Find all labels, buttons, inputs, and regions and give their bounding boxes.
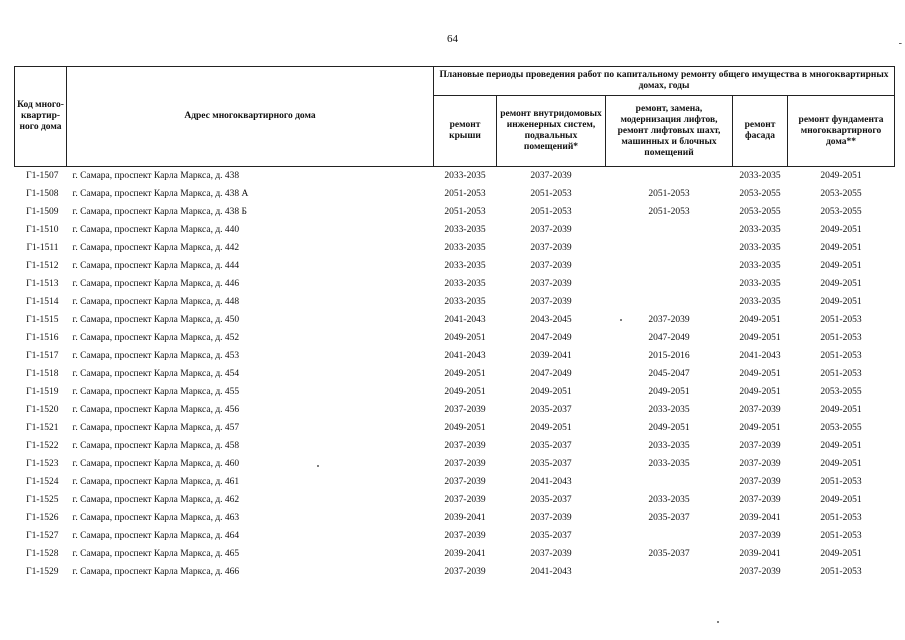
row-address: г. Самара, проспект Карла Маркса, д. 462 (72, 495, 240, 505)
table-body (15, 167, 895, 582)
row-code: Г1-1522 (26, 441, 59, 451)
table-row (15, 563, 895, 581)
row-elevators-period: 2037-2039 (648, 315, 690, 325)
row-code: Г1-1518 (26, 369, 59, 379)
row-address: г. Самара, проспект Карла Маркса, д. 455 (72, 387, 240, 397)
row-code: Г1-1520 (26, 405, 59, 415)
row-roof-period: 2037-2039 (444, 531, 486, 541)
row-elevators-period: 2049-2051 (648, 423, 690, 433)
row-roof-period: 2033-2035 (444, 225, 486, 235)
row-systems-period: 2037-2039 (530, 243, 572, 253)
row-code: Г1-1513 (26, 279, 59, 289)
row-systems-period: 2047-2049 (530, 369, 572, 379)
row-roof-period: 2039-2041 (444, 549, 486, 559)
row-roof-period: 2049-2051 (444, 423, 486, 433)
row-code: Г1-1507 (15, 167, 67, 186)
row-systems-period: 2049-2051 (530, 387, 572, 397)
row-foundation-period: 2049-2051 (820, 459, 862, 469)
row-facade-period: 2053-2055 (739, 189, 781, 199)
table-row (15, 167, 895, 186)
row-facade-period: 2033-2035 (739, 261, 781, 271)
row-address: г. Самара, проспект Карла Маркса, д. 464 (72, 531, 240, 541)
row-foundation-period: 2051-2053 (820, 315, 862, 325)
row-elevators-period: 2045-2047 (648, 369, 690, 379)
header-code: Код много-квартир-ного дома (15, 67, 67, 167)
table-row (15, 257, 895, 275)
row-elevators-period: 2015-2016 (648, 351, 690, 361)
row-address: г. Самара, проспект Карла Маркса, д. 438 А (72, 189, 249, 199)
row-elevators-period (606, 563, 733, 581)
page-number: 64 (447, 33, 458, 45)
row-code: Г1-1514 (26, 297, 59, 307)
row-foundation-period: 2053-2055 (820, 423, 862, 433)
row-roof-period: 2037-2039 (444, 441, 486, 451)
row-address: г. Самара, проспект Карла Маркса, д. 463 (72, 513, 240, 523)
row-facade-period: 2049-2051 (739, 369, 781, 379)
row-address: г. Самара, проспект Карла Маркса, д. 444 (72, 261, 240, 271)
header-facade: ремонт фасада (733, 96, 788, 167)
row-code: Г1-1524 (26, 477, 59, 487)
row-roof-period: 2033-2035 (434, 167, 497, 186)
row-systems-period: 2051-2053 (530, 189, 572, 199)
row-elevators-period: 2033-2035 (648, 405, 690, 415)
row-elevators-period: 2049-2051 (648, 387, 690, 397)
row-address: г. Самара, проспект Карла Маркса, д. 457 (72, 423, 240, 433)
row-foundation-period: 2051-2053 (820, 513, 862, 523)
row-code: Г1-1529 (26, 567, 59, 577)
row-address: г. Самара, проспект Карла Маркса, д. 461 (72, 477, 240, 487)
row-code: Г1-1508 (26, 189, 59, 199)
row-foundation-period: 2049-2051 (820, 441, 862, 451)
row-roof-period: 2049-2051 (444, 369, 486, 379)
header-planned-periods: Плановые периоды проведения работ по капитальному ремонту общего имущества в многоквартирных домах, годы (434, 67, 895, 96)
row-facade-period: 2037-2039 (739, 531, 781, 541)
row-elevators-period (606, 221, 733, 239)
row-roof-period: 2033-2035 (444, 297, 486, 307)
table-row (15, 311, 895, 329)
header-systems: ремонт внутридомовых инженерных систем, подвальных помещений* (497, 96, 606, 167)
row-address: г. Самара, проспект Карла Маркса, д. 446 (72, 279, 240, 289)
row-foundation-period: 2049-2051 (788, 167, 895, 186)
table-row (15, 455, 895, 473)
corner-mark: - (898, 38, 902, 49)
row-address: г. Самара, проспект Карла Маркса, д. 458 (72, 441, 240, 451)
row-address: г. Самара, проспект Карла Маркса, д. 440 (72, 225, 240, 235)
table-row (15, 473, 895, 491)
row-foundation-period: 2049-2051 (820, 261, 862, 271)
row-foundation-period: 2053-2055 (820, 387, 862, 397)
row-roof-period: 2041-2043 (444, 315, 486, 325)
table-row (15, 329, 895, 347)
table-row (15, 185, 895, 203)
row-systems-period: 2037-2039 (530, 279, 572, 289)
row-systems-period: 2043-2045 (530, 315, 572, 325)
row-elevators-period (606, 527, 733, 545)
row-foundation-period: 2051-2053 (820, 369, 862, 379)
header-foundation: ремонт фундамента многоквартирного дома** (788, 96, 895, 167)
row-address: г. Самара, проспект Карла Маркса, д. 454 (72, 369, 240, 379)
repair-schedule-table (14, 66, 895, 581)
row-facade-period: 2039-2041 (739, 513, 781, 523)
row-foundation-period: 2049-2051 (820, 243, 862, 253)
row-facade-period: 2037-2039 (739, 495, 781, 505)
row-facade-period: 2037-2039 (739, 459, 781, 469)
row-elevators-period (606, 257, 733, 275)
row-elevators-period (606, 275, 733, 293)
table-row (15, 419, 895, 437)
row-facade-period: 2033-2035 (739, 243, 781, 253)
row-code: Г1-1512 (26, 261, 59, 271)
row-systems-period: 2047-2049 (530, 333, 572, 343)
row-facade-period: 2041-2043 (739, 351, 781, 361)
row-elevators-period (606, 473, 733, 491)
row-systems-period: 2049-2051 (530, 423, 572, 433)
row-foundation-period: 2051-2053 (820, 351, 862, 361)
row-foundation-period: 2051-2053 (820, 567, 862, 577)
row-roof-period: 2041-2043 (444, 351, 486, 361)
row-elevators-period: 2033-2035 (648, 495, 690, 505)
row-address: г. Самара, проспект Карла Маркса, д. 453 (72, 351, 240, 361)
row-roof-period: 2051-2053 (444, 207, 486, 217)
row-facade-period: 2049-2051 (739, 423, 781, 433)
row-roof-period: 2037-2039 (444, 567, 486, 577)
row-foundation-period: 2051-2053 (820, 531, 862, 541)
row-facade-period: 2039-2041 (739, 549, 781, 559)
row-code: Г1-1527 (26, 531, 59, 541)
row-systems-period: 2037-2039 (497, 167, 606, 186)
row-address: г. Самара, проспект Карла Маркса, д. 452 (72, 333, 240, 343)
row-systems-period: 2039-2041 (530, 351, 572, 361)
header-roof: ремонт крыши (434, 96, 497, 167)
row-systems-period: 2037-2039 (530, 513, 572, 523)
table-row (15, 401, 895, 419)
row-code: Г1-1517 (26, 351, 59, 361)
row-code: Г1-1519 (26, 387, 59, 397)
row-systems-period: 2051-2053 (530, 207, 572, 217)
row-foundation-period: 2049-2051 (820, 405, 862, 415)
row-roof-period: 2037-2039 (444, 459, 486, 469)
row-address: г. Самара, проспект Карла Маркса, д. 442 (72, 243, 240, 253)
table-row (15, 437, 895, 455)
row-roof-period: 2039-2041 (444, 513, 486, 523)
row-facade-period: 2049-2051 (739, 387, 781, 397)
row-address: г. Самара, проспект Карла Маркса, д. 438 (67, 167, 434, 186)
row-foundation-period: 2053-2055 (820, 207, 862, 217)
row-elevators-period: 2035-2037 (648, 549, 690, 559)
row-code: Г1-1526 (26, 513, 59, 523)
row-systems-period: 2041-2043 (530, 477, 572, 487)
row-address: г. Самара, проспект Карла Маркса, д. 438 Б (72, 207, 248, 217)
row-roof-period: 2033-2035 (444, 243, 486, 253)
table-row (15, 203, 895, 221)
row-facade-period: 2037-2039 (739, 567, 781, 577)
row-systems-period: 2041-2043 (530, 567, 572, 577)
row-elevators-period (606, 239, 733, 257)
row-code: Г1-1511 (26, 243, 59, 253)
row-facade-period: 2037-2039 (739, 477, 781, 487)
row-facade-period: 2053-2055 (739, 207, 781, 217)
row-elevators-period: 2047-2049 (648, 333, 690, 343)
row-foundation-period: 2051-2053 (820, 477, 862, 487)
scan-speck (717, 621, 719, 623)
row-code: Г1-1521 (26, 423, 59, 433)
row-facade-period: 2033-2035 (739, 297, 781, 307)
row-address: г. Самара, проспект Карла Маркса, д. 466 (72, 567, 240, 577)
row-elevators-period: 2051-2053 (648, 207, 690, 217)
row-elevators-period (606, 293, 733, 311)
table-row (15, 491, 895, 509)
row-foundation-period: 2049-2051 (820, 297, 862, 307)
row-foundation-period: 2049-2051 (820, 549, 862, 559)
row-systems-period: 2035-2037 (530, 459, 572, 469)
row-foundation-period: 2053-2055 (820, 189, 862, 199)
row-facade-period: 2033-2035 (739, 279, 781, 289)
scan-speck (620, 319, 622, 321)
row-code: Г1-1523 (26, 459, 59, 469)
row-systems-period: 2035-2037 (530, 441, 572, 451)
table-row (15, 545, 895, 563)
row-address: г. Самара, проспект Карла Маркса, д. 450 (72, 315, 240, 325)
row-foundation-period: 2051-2053 (820, 333, 862, 343)
row-systems-period: 2035-2037 (530, 531, 572, 541)
table-row (15, 509, 895, 527)
row-code: Г1-1509 (26, 207, 59, 217)
header-elevators: ремонт, замена, модернизация лифтов, ремонт лифтовых шахт, машинных и блочных помещений (606, 96, 733, 167)
row-systems-period: 2037-2039 (530, 225, 572, 235)
row-systems-period: 2035-2037 (530, 495, 572, 505)
row-facade-period: 2049-2051 (739, 333, 781, 343)
row-roof-period: 2049-2051 (444, 333, 486, 343)
row-roof-period: 2037-2039 (444, 405, 486, 415)
row-elevators-period: 2035-2037 (648, 513, 690, 523)
row-systems-period: 2037-2039 (530, 297, 572, 307)
table-row (15, 221, 895, 239)
row-roof-period: 2051-2053 (444, 189, 486, 199)
scan-speck (317, 465, 319, 467)
row-elevators-period: 2033-2035 (648, 459, 690, 469)
row-facade-period: 2037-2039 (739, 441, 781, 451)
row-elevators-period: 2033-2035 (648, 441, 690, 451)
row-roof-period: 2033-2035 (444, 279, 486, 289)
row-roof-period: 2049-2051 (444, 387, 486, 397)
row-foundation-period: 2049-2051 (820, 279, 862, 289)
row-facade-period: 2049-2051 (739, 315, 781, 325)
row-code: Г1-1528 (26, 549, 59, 559)
row-address: г. Самара, проспект Карла Маркса, д. 460 (72, 459, 240, 469)
row-roof-period: 2037-2039 (444, 495, 486, 505)
row-systems-period: 2035-2037 (530, 405, 572, 415)
row-address: г. Самара, проспект Карла Маркса, д. 465 (72, 549, 240, 559)
table-row (15, 383, 895, 401)
row-facade-period: 2033-2035 (733, 167, 788, 186)
table-row (15, 527, 895, 545)
table-header (15, 67, 895, 167)
table-row (15, 293, 895, 311)
row-roof-period: 2037-2039 (444, 477, 486, 487)
row-code: Г1-1525 (26, 495, 59, 505)
row-address: г. Самара, проспект Карла Маркса, д. 456 (72, 405, 240, 415)
row-systems-period: 2037-2039 (530, 261, 572, 271)
row-code: Г1-1516 (26, 333, 59, 343)
row-elevators-period: 2051-2053 (648, 189, 690, 199)
row-elevators-period (606, 167, 733, 186)
row-code: Г1-1515 (26, 315, 59, 325)
row-roof-period: 2033-2035 (444, 261, 486, 271)
table-row (15, 275, 895, 293)
row-code: Г1-1510 (26, 225, 59, 235)
row-address: г. Самара, проспект Карла Маркса, д. 448 (72, 297, 240, 307)
table-row (15, 239, 895, 257)
header-address: Адрес многоквартирного дома (67, 67, 434, 167)
row-foundation-period: 2049-2051 (820, 225, 862, 235)
row-facade-period: 2037-2039 (739, 405, 781, 415)
table-row (15, 347, 895, 365)
row-facade-period: 2033-2035 (739, 225, 781, 235)
row-systems-period: 2037-2039 (530, 549, 572, 559)
row-foundation-period: 2049-2051 (820, 495, 862, 505)
table-row (15, 365, 895, 383)
